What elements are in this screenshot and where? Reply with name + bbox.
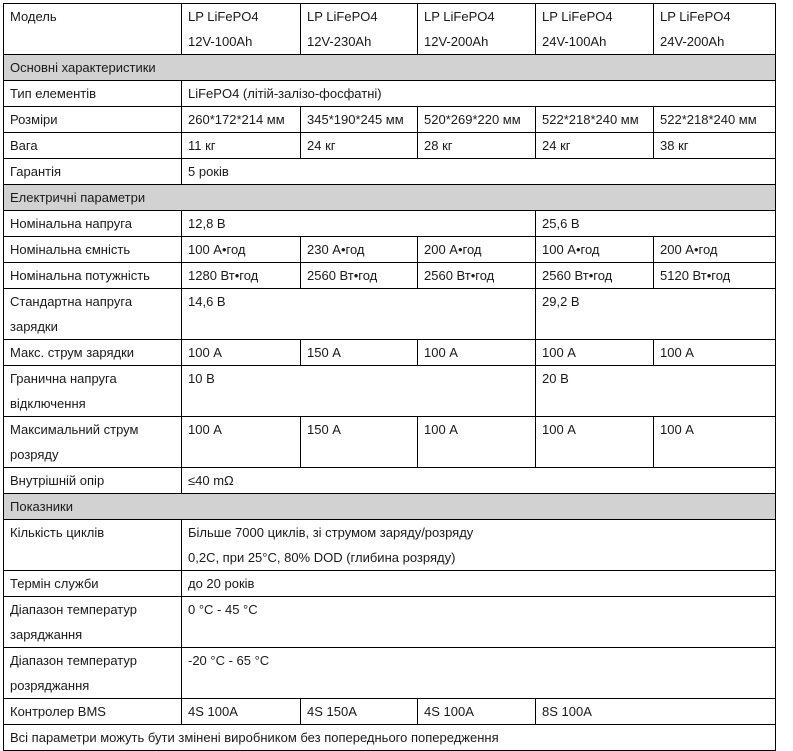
cell-value: 100 А [654,417,776,468]
row-label: Контролер BMS [4,699,182,725]
cell-value: 11 кг [182,133,301,159]
cell-value: 522*218*240 мм [536,107,654,133]
cell-value: 200 А•год [654,237,776,263]
cell-value: 100 А [182,340,301,366]
footnote: Всі параметри можуть бути змінені виробником без попереднього попередження [4,725,776,751]
model-header-cell: LP LiFePO4 12V-230Ah [301,4,418,55]
section-row [4,185,776,211]
cell-value: 5 років [182,159,776,185]
row-label: Номінальна напруга [4,211,182,237]
cell-value: 2560 Вт•год [418,263,536,289]
spec-table-container [3,3,776,751]
row-label: Номінальна ємність [4,237,182,263]
table-row [4,237,776,263]
cell-value: 520*269*220 мм [418,107,536,133]
table-row [4,699,776,725]
row-label: Гранична напруга відключення [4,366,182,417]
section-row [4,55,776,81]
section-electrical: Електричні параметри [4,185,776,211]
cell-value: 4S 100A [182,699,301,725]
cell-value: 4S 100A [418,699,536,725]
table-row [4,468,776,494]
row-label: Гарантія [4,159,182,185]
header-row [4,4,776,55]
cell-value: 230 А•год [301,237,418,263]
cell-value: 29,2 В [536,289,776,340]
row-label: Діапазон температур розряджання [4,648,182,699]
table-row [4,133,776,159]
cell-value: 20 В [536,366,776,417]
cell-value: 100 А•год [182,237,301,263]
cell-value: 2560 Вт•год [301,263,418,289]
cell-value: 150 А [301,417,418,468]
model-header-label: Модель [4,4,182,55]
section-row [4,494,776,520]
cell-value: ≤40 mΩ [182,468,776,494]
row-label: Внутрішній опір [4,468,182,494]
cell-value: 100 А [182,417,301,468]
cell-value: 100 А [418,417,536,468]
model-header-cell: LP LiFePO4 12V-200Ah [418,4,536,55]
cell-value: 14,6 В [182,289,536,340]
cell-value: 0 °С - 45 °С [182,597,776,648]
footnote-row [4,725,776,751]
cell-value: 260*172*214 мм [182,107,301,133]
section-basic: Основні характеристики [4,55,776,81]
table-row [4,340,776,366]
cell-value: 1280 Вт•год [182,263,301,289]
table-row [4,263,776,289]
row-label: Максимальний струм розряду [4,417,182,468]
row-label: Стандартна напруга зарядки [4,289,182,340]
cell-value: -20 °С - 65 °С [182,648,776,699]
cell-value: 10 В [182,366,536,417]
cell-value: 522*218*240 мм [654,107,776,133]
model-header-cell: LP LiFePO4 24V-200Ah [654,4,776,55]
cell-value: 28 кг [418,133,536,159]
cell-value: 24 кг [301,133,418,159]
cell-value: 4S 150A [301,699,418,725]
cell-value: LiFePO4 (літій-залізо-фосфатні) [182,81,776,107]
table-row [4,597,776,648]
cell-value: 100 А [536,340,654,366]
cell-value: до 20 років [182,571,776,597]
cell-value: 25,6 В [536,211,776,237]
cell-value: 200 А•год [418,237,536,263]
cell-value: 150 А [301,340,418,366]
table-row [4,81,776,107]
table-row [4,520,776,571]
row-label: Макс. струм зарядки [4,340,182,366]
row-label: Кількість циклів [4,520,182,571]
row-label: Номінальна потужність [4,263,182,289]
cell-value: 24 кг [536,133,654,159]
row-label: Розміри [4,107,182,133]
table-row [4,107,776,133]
table-row [4,289,776,340]
section-indicators: Показники [4,494,776,520]
row-label: Діапазон температур заряджання [4,597,182,648]
cell-value: 100 А•год [536,237,654,263]
table-row [4,648,776,699]
table-row [4,211,776,237]
cell-value: 100 А [418,340,536,366]
battery-spec-table [3,3,776,751]
row-label: Термін служби [4,571,182,597]
table-row [4,571,776,597]
cell-value: 8S 100A [536,699,776,725]
cell-value: 345*190*245 мм [301,107,418,133]
model-header-cell: LP LiFePO4 12V-100Ah [182,4,301,55]
cell-value: 5120 Вт•год [654,263,776,289]
table-row [4,159,776,185]
model-header-cell: LP LiFePO4 24V-100Ah [536,4,654,55]
row-label: Вага [4,133,182,159]
cell-value: Більше 7000 циклів, зі струмом заряду/розряду 0,2С, при 25°С, 80% DOD (глибина розряду) [182,520,776,571]
cell-value: 2560 Вт•год [536,263,654,289]
cell-value: 38 кг [654,133,776,159]
table-row [4,366,776,417]
cell-value: 12,8 В [182,211,536,237]
table-row [4,417,776,468]
cell-value: 100 А [654,340,776,366]
cell-value: 100 А [536,417,654,468]
row-label: Тип елементів [4,81,182,107]
